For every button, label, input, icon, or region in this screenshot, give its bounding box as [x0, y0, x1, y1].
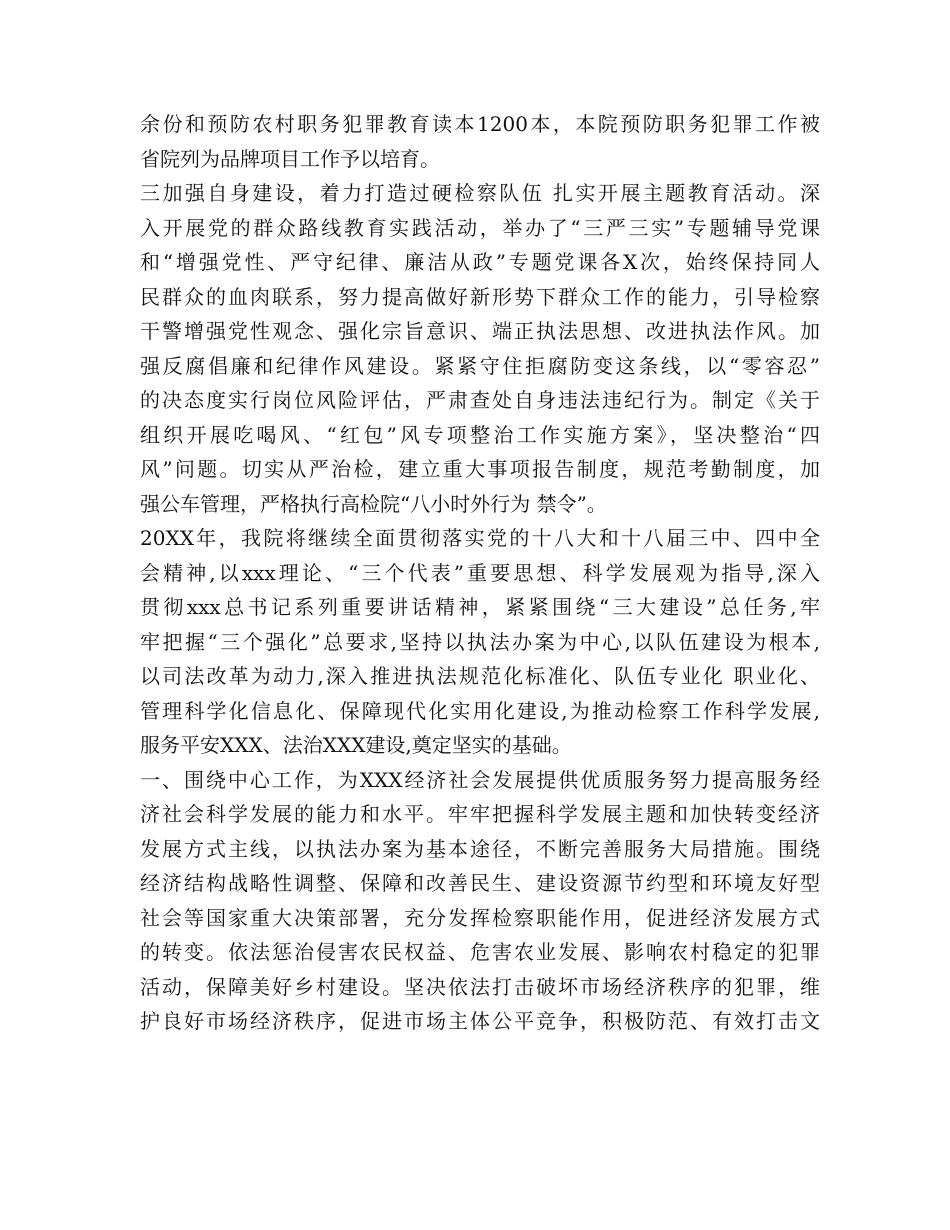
text-line: 干警增强党性观念、强化宗旨意识、端正执法思想、改进执法作风。加	[140, 319, 820, 343]
text-line: 发展方式主线，以执法办案为基本途径，不断完善服务大局措施。围绕	[140, 836, 820, 861]
text-line: 管理科学化信息化、保障现代化实用化建设,为推动检察工作科学发展,	[140, 698, 820, 723]
text-line: 强公车管理，严格执行高检院“八小时外行为 禁令”。	[140, 491, 607, 516]
text-line: 社会等国家重大决策部署，充分发挥检察职能作用，促进经济发展方式	[140, 905, 820, 930]
document-body	[140, 107, 820, 1039]
text-line: 会精神,以xxx理论、“三个代表”重要思想、科学发展观为指导,深入	[140, 560, 820, 585]
text-line: 活动，保障美好乡村建设。坚决依法打击破坏市场经济秩序的犯罪，维	[140, 974, 820, 999]
text-line: 一、围绕中心工作，为XXX经济社会发展提供优质服务努力提高服务经	[140, 767, 820, 792]
text-line: 余份和预防农村职务犯罪教育读本1200本，本院预防职务犯罪工作被	[140, 112, 820, 136]
text-line: 三加强自身建设，着力打造过硬检察队伍 扎实开展主题教育活动。深	[140, 181, 820, 205]
text-line: 省院列为品牌项目工作予以培育。	[140, 146, 440, 171]
text-line: 护良好市场经济秩序，促进市场主体公平竞争，积极防范、有效打击文	[140, 1009, 820, 1033]
text-line: 服务平安XXX、法治XXX建设,奠定坚实的基础。	[140, 733, 572, 757]
text-line: 的决态度实行岗位风险评估，严肃查处自身违法违纪行为。制定《关于	[140, 388, 820, 412]
text-line: 组织开展吃喝风、“红包”风专项整治工作实施方案》，坚决整治“四	[140, 422, 820, 447]
text-line: 经济结构战略性调整、保障和改善民生、建设资源节约型和环境友好型	[140, 871, 820, 895]
text-line: 的转变。依法惩治侵害农民权益、危害农业发展、影响农村稳定的犯罪	[140, 940, 820, 964]
text-line: 以司法改革为动力,深入推进执法规范化标准化、队伍专业化 职业化、	[140, 664, 820, 688]
text-line: 牢把握“三个强化”总要求,坚持以执法办案为中心,以队伍建设为根本,	[140, 629, 820, 654]
text-line: 强反腐倡廉和纪律作风建设。紧紧守住拒腐防变这条线，以“零容忍”	[140, 353, 820, 378]
text-line: 贯彻xxx总书记系列重要讲话精神，紧紧围绕“三大建设”总任务,牢	[140, 595, 820, 619]
text-line: 风”问题。切实从严治检，建立重大事项报告制度，规范考勤制度，加	[140, 457, 820, 481]
text-line: 民群众的血肉联系，努力提高做好新形势下群众工作的能力，引导检察	[140, 284, 820, 309]
text-line: 和“增强党性、严守纪律、廉洁从政”专题党课各X次，始终保持同人	[140, 250, 820, 274]
text-line: 入开展党的群众路线教育实践活动，举办了“三严三实”专题辅导党课	[140, 215, 820, 240]
text-line: 20XX年，我院将继续全面贯彻落实党的十八大和十八届三中、四中全	[140, 526, 820, 550]
text-line: 济社会科学发展的能力和水平。牢牢把握科学发展主题和加快转变经济	[140, 802, 820, 826]
